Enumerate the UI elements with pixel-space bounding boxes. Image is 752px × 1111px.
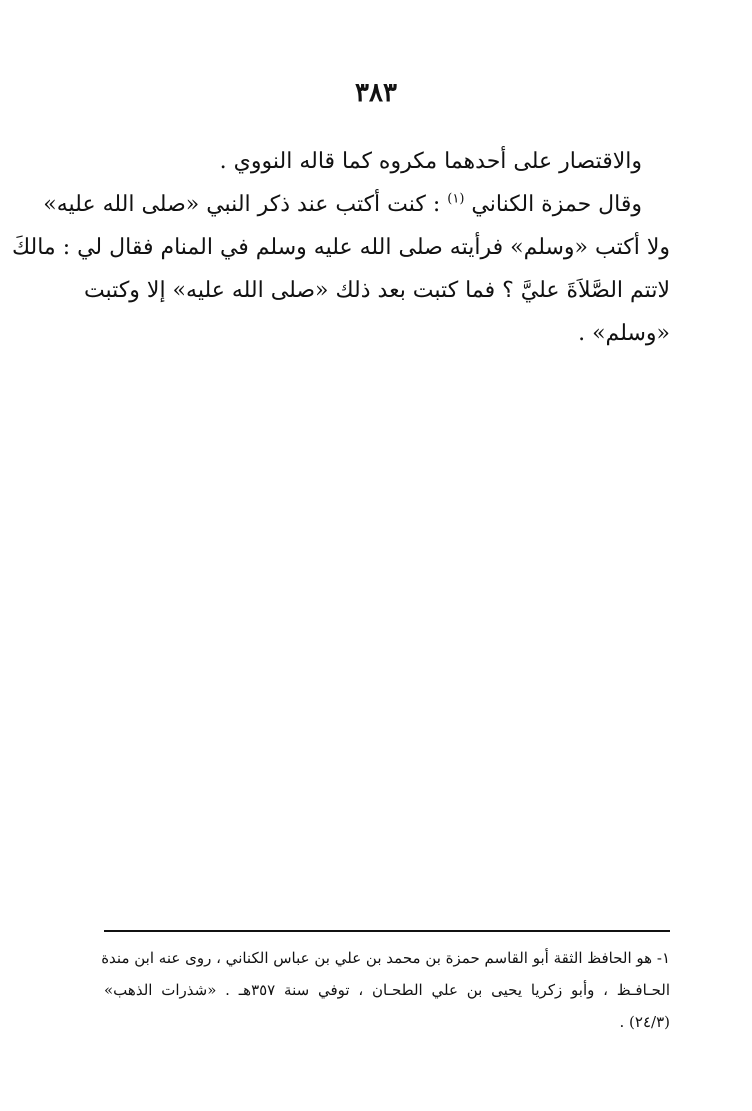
footnote-line: الحـافـظ ، وأبو زكريا يحيى بن علي الطحـان ، توفي سنة ٣٥٧هـ . «شذرات الذهب» bbox=[104, 981, 670, 999]
footnote-line: ١- هو الحافظ الثقة أبو القاسم حمزة بن محمد بن علي بن عباس الكناني ، روى عنه ابن مندة bbox=[101, 949, 670, 967]
text-line: والاقتصار على أحدهما مكروه كما قاله النووي . bbox=[219, 149, 642, 174]
footnote-divider bbox=[104, 930, 670, 932]
page-number: ٣٨٣ bbox=[355, 78, 397, 108]
text-segment: وقال حمزة الكناني bbox=[471, 192, 642, 217]
text-line: ولا أكتب «وسلم» فرأيته صلى الله عليه وسلم في المنام فقال لي : مالكَ bbox=[11, 235, 670, 260]
footnotes bbox=[101, 942, 670, 1038]
text-line: «وسلم» . bbox=[578, 321, 670, 346]
footnote-reference[interactable]: (١) bbox=[447, 191, 465, 207]
text-segment: : كنت أكتب عند ذكر النبي «صلى الله عليه» bbox=[43, 192, 441, 217]
text-line: لاتتم الصَّلاَةَ عليَّ ؟ فما كتبت بعد ذلك «صلى الله عليه» إلا وكتبت bbox=[83, 278, 670, 303]
main-text bbox=[11, 140, 670, 355]
text-line bbox=[43, 183, 670, 226]
footnote-line: (٢٤/٣) . bbox=[619, 1013, 670, 1031]
